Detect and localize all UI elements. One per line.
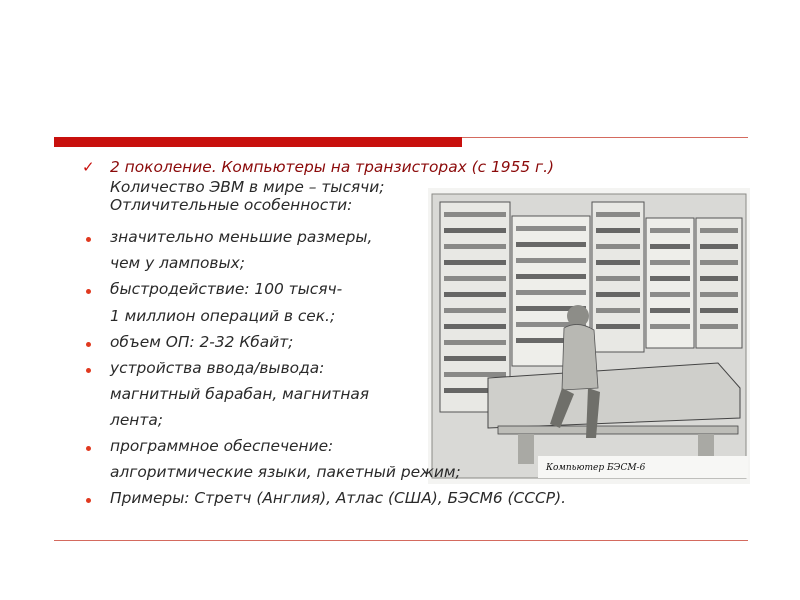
bullet-memory: объем ОП: 2-32 Кбайт;	[110, 333, 294, 351]
bottom-divider-line	[54, 540, 748, 541]
checkmark-icon: ✓	[82, 158, 95, 176]
bullet-speed-cont: 1 миллион операций в сек.;	[110, 307, 336, 325]
bullet-size: значительно меньшие размеры,	[110, 228, 373, 246]
bullet-io-cont2: лента;	[110, 411, 163, 429]
photo-caption: Компьютер БЭСМ-6	[546, 463, 646, 473]
top-accent-bar	[54, 137, 462, 147]
bullet-software-cont: алгоритмические языки, пакетный режим;	[110, 463, 461, 481]
bullet-io: устройства ввода/вывода:	[110, 359, 325, 377]
bullet-dot-icon	[86, 237, 91, 242]
bullet-io-cont: магнитный барабан, магнитная	[110, 385, 370, 403]
top-divider-line	[462, 137, 748, 138]
bullet-size-cont: чем у ламповых;	[110, 254, 245, 272]
bullet-dot-icon	[86, 446, 91, 451]
features-label: Отличительные особенности:	[110, 196, 353, 214]
bullet-software: программное обеспечение:	[110, 437, 334, 455]
count-line: Количество ЭВМ в мире – тысячи;	[110, 178, 385, 196]
bullet-dot-icon	[86, 368, 91, 373]
besm6-photo	[428, 188, 750, 484]
bullet-speed: быстродействие: 100 тысяч-	[110, 280, 343, 298]
bullet-dot-icon	[86, 289, 91, 294]
bullet-dot-icon	[86, 342, 91, 347]
slide-heading: 2 поколение. Компьютеры на транзисторах (с 1955 г.)	[110, 158, 555, 176]
bullet-examples: Примеры: Стретч (Англия), Атлас (США), БЭСМ6 (СССР).	[110, 489, 566, 507]
bullet-dot-icon	[86, 498, 91, 503]
